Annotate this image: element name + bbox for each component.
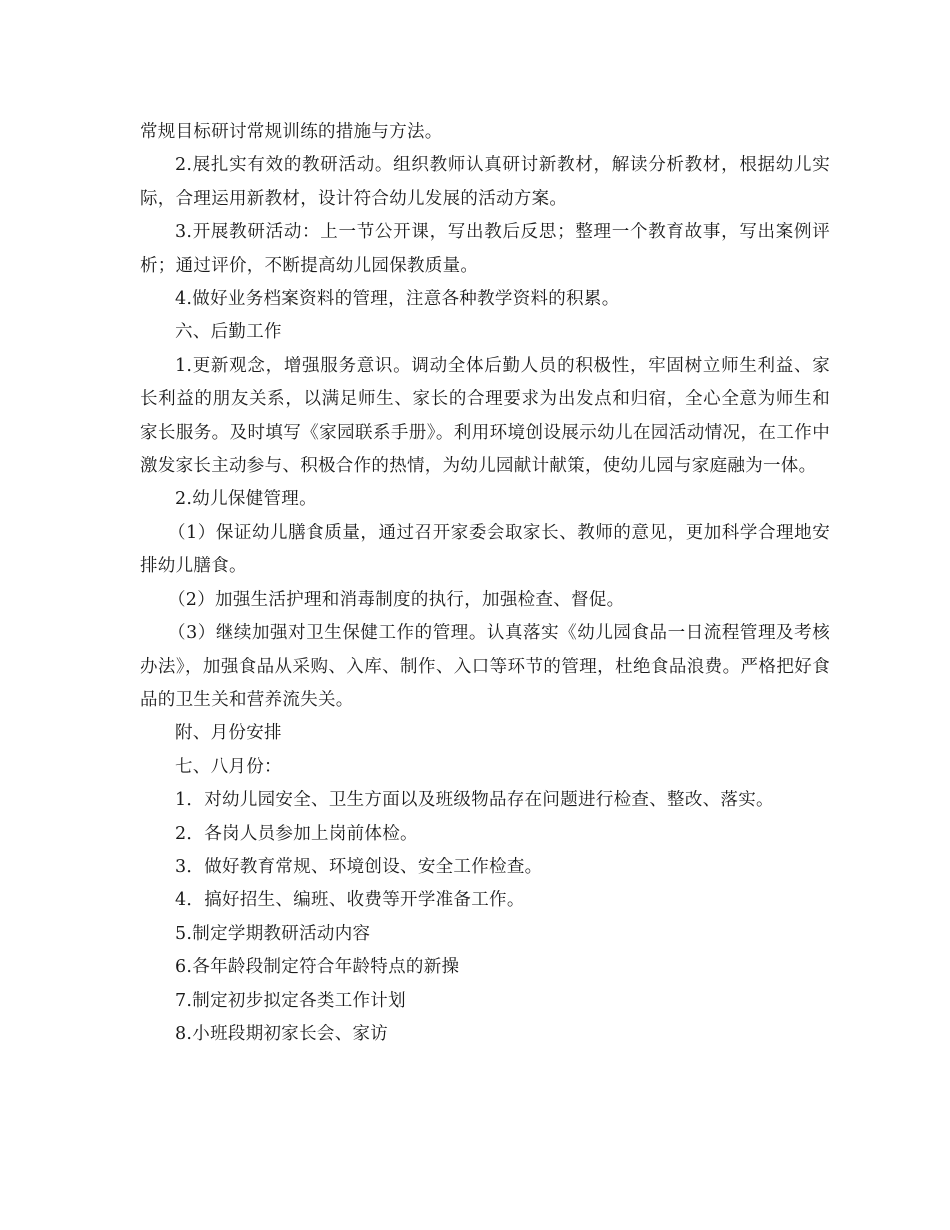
document-body [140, 116, 830, 1051]
paragraph-item-4: 4.做好业务档案资料的管理，注意各种教学资料的积累。 [175, 289, 620, 310]
schedule-item-3: 3．做好教育常规、环境创设、安全工作检查。 [175, 856, 543, 877]
paragraph-item-3: 3.开展教研活动：上一节公开课，写出教后反思；整理一个教育故事，写出案例评析；通过评价，不断提高幼儿园保教质量。 [140, 222, 830, 276]
section-heading-logistics: 六、后勤工作 [175, 322, 282, 343]
paragraph-continuation: 常规目标研讨常规训练的措施与方法。 [140, 122, 443, 142]
section-heading-appendix: 附、月份安排 [175, 723, 282, 744]
schedule-item-6: 6.各年龄段制定符合年龄特点的新操 [175, 957, 460, 978]
paragraph-subitem-3: （3）继续加强对卫生保健工作的管理。认真落实《幼儿园食品一日流程管理及考核办法》，加强食品从采购、入库、制作、入口等环节的管理，杜绝食品浪费。严格把好食品的卫生关和营养流失关。 [140, 623, 830, 710]
schedule-item-4: 4．搞好招生、编班、收费等开学准备工作。 [175, 890, 525, 911]
section-heading-month: 七、八月份： [175, 756, 282, 777]
paragraph-subitem-2: （2）加强生活护理和消毒制度的执行，加强检查、督促。 [168, 589, 625, 610]
schedule-item-8: 8.小班段期初家长会、家访 [175, 1023, 389, 1044]
schedule-item-5: 5.制定学期教研活动内容 [175, 923, 371, 944]
schedule-item-7: 7.制定初步拟定各类工作计划 [175, 990, 406, 1011]
paragraph-subitem-1: （1）保证幼儿膳食质量，通过召开家委会取家长、教师的意见，更加科学合理地安排幼儿膳食。 [140, 522, 830, 577]
paragraph-logistics-1: 1.更新观念，增强服务意识。调动全体后勤人员的积极性，牢固树立师生利益、家长利益的朋友关系，以满足师生、家长的合理要求为出发点和归宿，全心全意为师生和家长服务。及时填写《家园联系手册》。利用环境创设展示幼儿在园活动情况，在工作中激发家长主动参与、积极合作的热情，为幼儿园献计献策，使幼儿园与家庭融为一体。 [140, 355, 830, 477]
schedule-item-1: 1．对幼儿园安全、卫生方面以及班级物品存在问题进行检查、整改、落实。 [175, 790, 774, 811]
paragraph-logistics-2: 2.幼儿保健管理。 [175, 489, 317, 510]
schedule-item-2: 2．各岗人员参加上岗前体检。 [175, 823, 418, 844]
paragraph-item-2: 2.展扎实有效的教研活动。组织教师认真研讨新教材，解读分析教材，根据幼儿实际，合理运用新教材，设计符合幼儿发展的活动方案。 [140, 155, 830, 209]
